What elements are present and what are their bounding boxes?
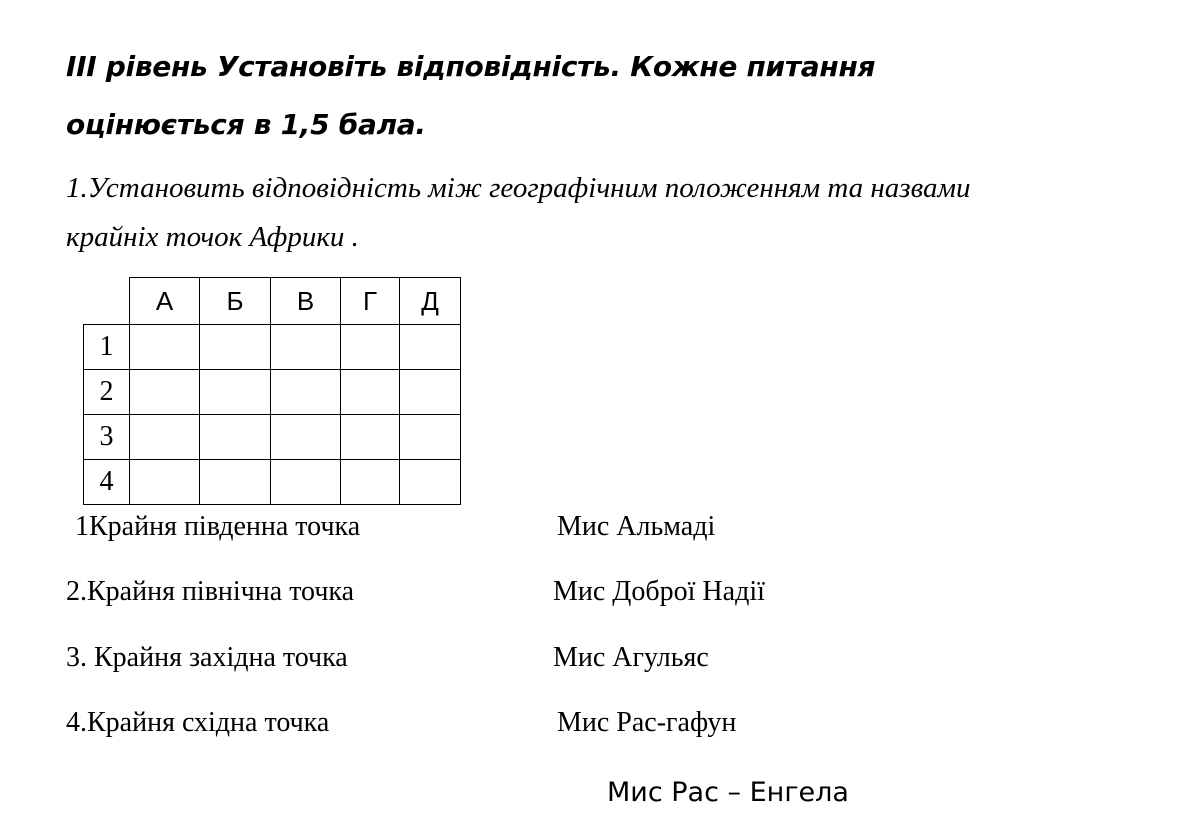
row-header-1: 1 [84,325,130,370]
answer-cell[interactable] [271,460,341,505]
answer-cell[interactable] [400,325,461,370]
question-text-line-1: 1.Установить відповідність між географічним положенням та назвами [66,172,971,204]
column-header-h: Г [341,278,400,325]
answer-grid-row [84,460,461,505]
section-heading-line-2: оцінюється в 1,5 бала. [66,108,426,141]
answer-cell[interactable] [200,325,271,370]
question-text [66,164,1166,262]
answer-cell[interactable] [400,460,461,505]
answer-cell[interactable] [341,460,400,505]
answer-cell[interactable] [400,415,461,460]
cape-item-4: Мис Рас-гафун [557,707,737,738]
answer-cell[interactable] [271,415,341,460]
position-item-1: 1Крайня південна точка [75,511,361,542]
question-text-line-2: крайніх точок Африки . [66,221,359,253]
answer-grid-row [84,370,461,415]
answer-grid-corner [84,278,130,325]
answer-cell[interactable] [130,325,200,370]
answer-cell[interactable] [200,415,271,460]
section-heading [66,38,1146,154]
answer-cell[interactable] [130,415,200,460]
answer-grid-header-row [84,278,461,325]
answer-cell[interactable] [200,370,271,415]
answer-grid-row [84,415,461,460]
answer-cell[interactable] [400,370,461,415]
column-header-b: Б [200,278,271,325]
column-header-v: В [271,278,341,325]
row-header-3: 3 [84,415,130,460]
answer-cell[interactable] [271,370,341,415]
answer-cell[interactable] [341,370,400,415]
cape-item-5: Мис Рас – Енгела [607,777,849,808]
answer-cell[interactable] [271,325,341,370]
answer-cell[interactable] [341,415,400,460]
row-header-4: 4 [84,460,130,505]
position-item-3: 3. Крайня західна точка [66,642,348,673]
cape-item-3: Мис Агульяс [553,642,709,673]
position-item-2: 2.Крайня північна точка [66,576,355,607]
column-header-d: Д [400,278,461,325]
answer-grid-row [84,325,461,370]
cape-item-2: Мис Доброї Надії [553,576,765,607]
position-item-4: 4.Крайня східна точка [66,707,330,738]
answer-cell[interactable] [341,325,400,370]
answer-cell[interactable] [130,460,200,505]
answer-cell[interactable] [200,460,271,505]
column-header-a: А [130,278,200,325]
answer-cell[interactable] [130,370,200,415]
row-header-2: 2 [84,370,130,415]
section-heading-line-1: ІІІ рівень Установіть відповідність. Кожне питання [66,50,876,83]
answer-grid [83,277,461,505]
cape-item-1: Мис Альмаді [557,511,716,542]
